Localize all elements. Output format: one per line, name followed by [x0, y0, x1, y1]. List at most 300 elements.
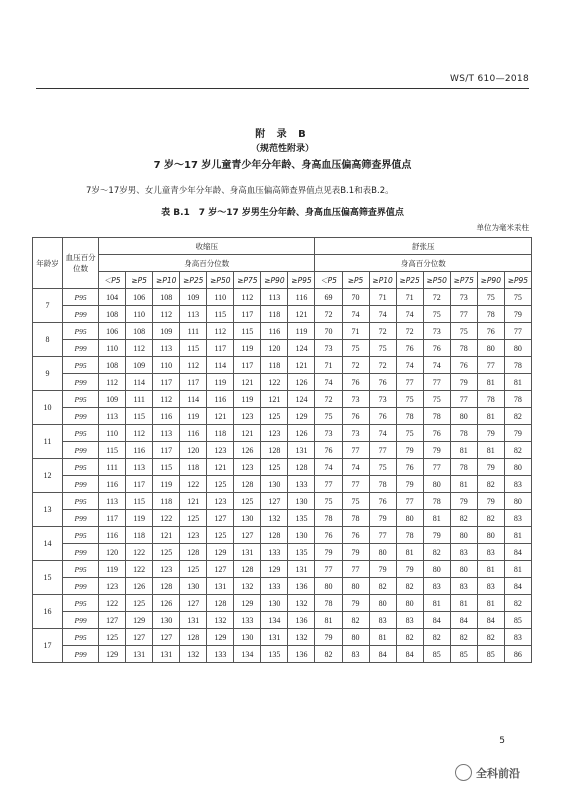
diastolic-value-cell: 78 [396, 527, 423, 544]
systolic-value-cell: 126 [126, 578, 153, 595]
systolic-value-cell: 108 [153, 289, 180, 306]
wechat-icon [455, 764, 472, 781]
systolic-value-cell: 123 [234, 408, 261, 425]
systolic-value-cell: 118 [207, 425, 234, 442]
diastolic-value-cell: 77 [423, 374, 450, 391]
systolic-value-cell: 127 [99, 612, 126, 629]
age-cell: 12 [33, 459, 63, 493]
systolic-value-cell: 112 [207, 323, 234, 340]
systolic-value-cell: 106 [99, 323, 126, 340]
diastolic-value-cell: 81 [423, 510, 450, 527]
systolic-value-cell: 112 [126, 425, 153, 442]
bp-percentile-cell: P95 [63, 289, 99, 306]
systolic-value-cell: 113 [99, 493, 126, 510]
table-row [33, 476, 532, 493]
diastolic-value-cell: 83 [504, 476, 531, 493]
diastolic-value-cell: 79 [450, 374, 477, 391]
diastolic-value-cell: 80 [396, 595, 423, 612]
diastolic-value-cell: 82 [504, 408, 531, 425]
systolic-value-cell: 130 [261, 595, 288, 612]
diastolic-value-cell: 81 [504, 561, 531, 578]
systolic-value-cell: 132 [288, 629, 315, 646]
col-bp-header: 血压百分位数 [63, 238, 99, 289]
systolic-value-cell: 109 [99, 391, 126, 408]
systolic-value-cell: 136 [288, 578, 315, 595]
diastolic-value-cell: 79 [423, 527, 450, 544]
systolic-value-cell: 119 [99, 561, 126, 578]
systolic-value-cell: 128 [288, 459, 315, 476]
age-cell: 14 [33, 527, 63, 561]
table-row [33, 374, 532, 391]
diastolic-value-cell: 81 [477, 408, 504, 425]
systolic-value-cell: 125 [261, 459, 288, 476]
diastolic-value-cell: 76 [396, 459, 423, 476]
systolic-value-cell: 117 [126, 476, 153, 493]
diastolic-value-cell: 82 [477, 510, 504, 527]
diastolic-value-cell: 81 [477, 561, 504, 578]
systolic-value-cell: 109 [180, 289, 207, 306]
systolic-value-cell: 111 [180, 323, 207, 340]
systolic-value-cell: 113 [153, 340, 180, 357]
height-col-header-sys: ≥P25 [180, 272, 207, 289]
systolic-value-cell: 123 [180, 527, 207, 544]
systolic-value-cell: 117 [99, 510, 126, 527]
systolic-value-cell: 127 [234, 527, 261, 544]
table-row [33, 527, 532, 544]
table-row [33, 629, 532, 646]
systolic-value-cell: 109 [153, 323, 180, 340]
diastolic-value-cell: 79 [477, 493, 504, 510]
diastolic-value-cell: 73 [315, 340, 342, 357]
systolic-value-cell: 131 [180, 612, 207, 629]
bp-percentile-cell: P99 [63, 374, 99, 391]
appendix-title: 附 录 B [255, 129, 310, 140]
diastolic-value-cell: 78 [504, 391, 531, 408]
systolic-value-cell: 133 [288, 476, 315, 493]
age-cell: 10 [33, 391, 63, 425]
diastolic-value-cell: 83 [450, 578, 477, 595]
systolic-value-cell: 121 [207, 459, 234, 476]
diastolic-value-cell: 71 [396, 289, 423, 306]
systolic-value-cell: 127 [207, 510, 234, 527]
diastolic-value-cell: 83 [342, 646, 369, 663]
diastolic-value-cell: 79 [477, 459, 504, 476]
diastolic-value-cell: 80 [396, 510, 423, 527]
systolic-value-cell: 136 [288, 612, 315, 629]
systolic-value-cell: 118 [180, 459, 207, 476]
bp-percentile-cell: P99 [63, 578, 99, 595]
systolic-value-cell: 122 [153, 510, 180, 527]
systolic-value-cell: 132 [288, 595, 315, 612]
systolic-value-cell: 119 [153, 476, 180, 493]
systolic-value-cell: 128 [261, 442, 288, 459]
diastolic-value-cell: 74 [369, 425, 396, 442]
diastolic-value-cell: 71 [342, 323, 369, 340]
systolic-value-cell: 125 [126, 595, 153, 612]
systolic-value-cell: 133 [234, 612, 261, 629]
bp-percentile-cell: P95 [63, 391, 99, 408]
diastolic-value-cell: 81 [423, 595, 450, 612]
systolic-value-cell: 121 [234, 425, 261, 442]
bp-percentile-cell: P99 [63, 476, 99, 493]
diastolic-value-cell: 82 [504, 442, 531, 459]
systolic-value-cell: 104 [99, 289, 126, 306]
systolic-value-cell: 128 [207, 595, 234, 612]
height-col-header-sys: ≥P5 [126, 272, 153, 289]
systolic-value-cell: 113 [153, 425, 180, 442]
diastolic-value-cell: 77 [450, 391, 477, 408]
table-caption: 表 B.1 7 岁～17 岁男生分年龄、身高血压偏高筛查界值点 [161, 208, 404, 218]
systolic-value-cell: 134 [261, 612, 288, 629]
systolic-value-cell: 133 [261, 544, 288, 561]
systolic-value-cell: 111 [99, 459, 126, 476]
diastolic-value-cell: 80 [477, 340, 504, 357]
diastolic-value-cell: 78 [477, 306, 504, 323]
systolic-value-cell: 129 [126, 612, 153, 629]
diastolic-value-cell: 74 [423, 357, 450, 374]
height-col-header-sys: ≥P95 [288, 272, 315, 289]
diastolic-value-cell: 78 [450, 459, 477, 476]
systolic-value-cell: 128 [234, 561, 261, 578]
height-col-header-sys: ≥P10 [153, 272, 180, 289]
diastolic-value-cell: 76 [450, 357, 477, 374]
diastolic-value-cell: 79 [342, 544, 369, 561]
systolic-value-cell: 127 [261, 493, 288, 510]
systolic-height-header: 身高百分位数 [99, 255, 315, 272]
diastolic-value-cell: 79 [369, 561, 396, 578]
systolic-value-cell: 118 [153, 493, 180, 510]
bp-percentile-cell: P99 [63, 646, 99, 663]
diastolic-value-cell: 76 [315, 527, 342, 544]
diastolic-value-cell: 75 [396, 425, 423, 442]
diastolic-value-cell: 70 [342, 289, 369, 306]
systolic-value-cell: 115 [126, 493, 153, 510]
diastolic-value-cell: 84 [423, 612, 450, 629]
systolic-value-cell: 119 [234, 391, 261, 408]
table-row [33, 578, 532, 595]
systolic-value-cell: 130 [180, 578, 207, 595]
table-row [33, 646, 532, 663]
systolic-value-cell: 125 [261, 408, 288, 425]
diastolic-value-cell: 77 [369, 442, 396, 459]
systolic-value-cell: 119 [180, 408, 207, 425]
bp-percentile-cell: P95 [63, 323, 99, 340]
diastolic-value-cell: 74 [396, 357, 423, 374]
systolic-value-cell: 112 [153, 306, 180, 323]
diastolic-value-cell: 80 [504, 459, 531, 476]
systolic-value-cell: 121 [153, 527, 180, 544]
systolic-value-cell: 131 [153, 646, 180, 663]
systolic-value-cell: 115 [126, 408, 153, 425]
diastolic-value-cell: 82 [315, 646, 342, 663]
systolic-value-cell: 123 [261, 425, 288, 442]
diastolic-value-cell: 75 [315, 408, 342, 425]
diastolic-value-cell: 75 [396, 391, 423, 408]
table-row [33, 561, 532, 578]
height-col-header-dia: ≥P10 [369, 272, 396, 289]
diastolic-value-cell: 77 [477, 357, 504, 374]
systolic-value-cell: 123 [207, 442, 234, 459]
diastolic-value-cell: 80 [423, 476, 450, 493]
diastolic-value-cell: 71 [369, 289, 396, 306]
systolic-value-cell: 119 [288, 323, 315, 340]
diastolic-height-header: 身高百分位数 [315, 255, 532, 272]
diastolic-value-cell: 69 [315, 289, 342, 306]
systolic-value-cell: 127 [180, 595, 207, 612]
diastolic-value-cell: 76 [369, 493, 396, 510]
bp-percentile-cell: P99 [63, 442, 99, 459]
bp-percentile-cell: P95 [63, 357, 99, 374]
diastolic-value-cell: 78 [315, 510, 342, 527]
diastolic-value-cell: 73 [342, 391, 369, 408]
systolic-value-cell: 119 [126, 510, 153, 527]
systolic-value-cell: 132 [180, 646, 207, 663]
height-col-header-dia: ≥P5 [342, 272, 369, 289]
systolic-value-cell: 115 [180, 340, 207, 357]
systolic-value-cell: 135 [288, 544, 315, 561]
systolic-value-cell: 123 [234, 459, 261, 476]
systolic-value-cell: 121 [288, 306, 315, 323]
systolic-value-cell: 114 [207, 357, 234, 374]
bp-percentile-cell: P95 [63, 561, 99, 578]
diastolic-value-cell: 82 [342, 612, 369, 629]
diastolic-value-cell: 81 [450, 476, 477, 493]
table-row [33, 289, 532, 306]
diastolic-value-cell: 82 [450, 510, 477, 527]
page-number: 5 [499, 736, 505, 746]
systolic-value-cell: 130 [153, 612, 180, 629]
diastolic-value-cell: 75 [315, 493, 342, 510]
systolic-value-cell: 123 [99, 578, 126, 595]
systolic-value-cell: 130 [261, 476, 288, 493]
diastolic-value-cell: 78 [423, 408, 450, 425]
diastolic-value-cell: 83 [450, 544, 477, 561]
systolic-value-cell: 122 [126, 561, 153, 578]
systolic-value-cell: 119 [207, 374, 234, 391]
height-col-header-dia: ≥P25 [396, 272, 423, 289]
diastolic-value-cell: 79 [396, 561, 423, 578]
systolic-value-cell: 129 [288, 408, 315, 425]
diastolic-value-cell: 74 [315, 459, 342, 476]
diastolic-value-cell: 80 [342, 629, 369, 646]
systolic-value-cell: 109 [126, 357, 153, 374]
systolic-value-cell: 116 [153, 408, 180, 425]
table-row [33, 595, 532, 612]
diastolic-value-cell: 75 [342, 493, 369, 510]
height-col-header-sys: ≥P50 [207, 272, 234, 289]
systolic-value-cell: 124 [288, 391, 315, 408]
systolic-value-cell: 129 [207, 544, 234, 561]
table-row [33, 510, 532, 527]
height-col-header-dia: ≥P90 [477, 272, 504, 289]
systolic-value-cell: 129 [99, 646, 126, 663]
systolic-value-cell: 125 [207, 527, 234, 544]
diastolic-value-cell: 84 [477, 612, 504, 629]
diastolic-value-cell: 76 [369, 408, 396, 425]
diastolic-value-cell: 78 [423, 493, 450, 510]
diastolic-value-cell: 79 [315, 629, 342, 646]
diastolic-value-cell: 79 [315, 544, 342, 561]
diastolic-value-cell: 73 [423, 323, 450, 340]
systolic-value-cell: 115 [207, 306, 234, 323]
systolic-value-cell: 126 [288, 374, 315, 391]
systolic-value-cell: 125 [207, 476, 234, 493]
table-row [33, 391, 532, 408]
systolic-value-cell: 131 [288, 442, 315, 459]
diastolic-value-cell: 80 [369, 544, 396, 561]
systolic-value-cell: 117 [153, 442, 180, 459]
systolic-value-cell: 129 [234, 595, 261, 612]
systolic-value-cell: 114 [180, 391, 207, 408]
diastolic-value-cell: 83 [396, 612, 423, 629]
systolic-value-cell: 112 [126, 340, 153, 357]
systolic-value-cell: 125 [180, 561, 207, 578]
diastolic-value-cell: 79 [342, 595, 369, 612]
systolic-value-cell: 117 [234, 357, 261, 374]
diastolic-value-cell: 82 [423, 544, 450, 561]
systolic-value-cell: 128 [180, 629, 207, 646]
diastolic-value-cell: 79 [396, 442, 423, 459]
diastolic-value-cell: 81 [450, 442, 477, 459]
systolic-value-cell: 114 [126, 374, 153, 391]
systolic-value-cell: 126 [288, 425, 315, 442]
table-row [33, 340, 532, 357]
systolic-value-cell: 116 [99, 527, 126, 544]
height-col-header-sys: ＜P5 [99, 272, 126, 289]
diastolic-value-cell: 76 [369, 374, 396, 391]
watermark [455, 764, 520, 781]
bp-percentile-cell: P95 [63, 459, 99, 476]
header-rule [36, 88, 529, 89]
diastolic-value-cell: 80 [315, 578, 342, 595]
diastolic-value-cell: 85 [423, 646, 450, 663]
systolic-value-cell: 123 [207, 493, 234, 510]
bp-percentile-cell: P99 [63, 544, 99, 561]
systolic-value-cell: 120 [99, 544, 126, 561]
systolic-value-cell: 117 [180, 374, 207, 391]
diastolic-value-cell: 72 [423, 289, 450, 306]
diastolic-value-cell: 77 [315, 561, 342, 578]
diastolic-value-cell: 82 [396, 629, 423, 646]
age-cell: 16 [33, 595, 63, 629]
table-row [33, 544, 532, 561]
diastolic-value-cell: 81 [450, 595, 477, 612]
height-col-header-dia: ＜P5 [315, 272, 342, 289]
systolic-value-cell: 117 [153, 374, 180, 391]
diastolic-value-cell: 74 [315, 374, 342, 391]
diastolic-value-cell: 79 [423, 442, 450, 459]
diastolic-value-cell: 72 [369, 323, 396, 340]
diastolic-value-cell: 75 [477, 289, 504, 306]
diastolic-value-cell: 83 [369, 612, 396, 629]
bp-percentile-cell: P95 [63, 425, 99, 442]
systolic-value-cell: 116 [126, 442, 153, 459]
diastolic-value-cell: 78 [315, 595, 342, 612]
diastolic-value-cell: 83 [423, 578, 450, 595]
watermark-text: 全科前沿 [476, 766, 520, 780]
bp-threshold-table [32, 237, 532, 663]
diastolic-value-cell: 73 [315, 425, 342, 442]
diastolic-value-cell: 83 [504, 510, 531, 527]
diastolic-value-cell: 75 [369, 459, 396, 476]
diastolic-value-cell: 82 [450, 629, 477, 646]
diastolic-value-cell: 80 [450, 527, 477, 544]
systolic-value-cell: 130 [288, 527, 315, 544]
systolic-value-cell: 121 [180, 493, 207, 510]
systolic-value-cell: 121 [207, 408, 234, 425]
appendix-nature: （规范性附录） [250, 144, 314, 154]
systolic-value-cell: 131 [207, 578, 234, 595]
systolic-value-cell: 110 [99, 425, 126, 442]
height-col-header-sys: ≥P75 [234, 272, 261, 289]
diastolic-value-cell: 76 [315, 442, 342, 459]
diastolic-value-cell: 81 [504, 374, 531, 391]
systolic-value-cell: 132 [261, 510, 288, 527]
diastolic-value-cell: 76 [423, 340, 450, 357]
diastolic-value-cell: 77 [342, 561, 369, 578]
systolic-value-cell: 118 [261, 357, 288, 374]
age-cell: 9 [33, 357, 63, 391]
table-row [33, 323, 532, 340]
diastolic-value-cell: 77 [315, 476, 342, 493]
diastolic-value-cell: 83 [477, 578, 504, 595]
diastolic-value-cell: 75 [342, 340, 369, 357]
systolic-group-header: 收缩压 [99, 238, 315, 255]
systolic-value-cell: 113 [99, 408, 126, 425]
age-cell: 11 [33, 425, 63, 459]
diastolic-value-cell: 85 [477, 646, 504, 663]
systolic-value-cell: 113 [180, 306, 207, 323]
systolic-value-cell: 128 [261, 527, 288, 544]
systolic-value-cell: 116 [288, 289, 315, 306]
systolic-value-cell: 135 [261, 646, 288, 663]
systolic-value-cell: 118 [126, 527, 153, 544]
diastolic-value-cell: 80 [504, 340, 531, 357]
diastolic-value-cell: 77 [504, 323, 531, 340]
age-cell: 15 [33, 561, 63, 595]
systolic-value-cell: 126 [153, 595, 180, 612]
bp-percentile-cell: P99 [63, 408, 99, 425]
table-row [33, 306, 532, 323]
diastolic-value-cell: 72 [369, 357, 396, 374]
diastolic-value-cell: 79 [369, 510, 396, 527]
diastolic-value-cell: 79 [504, 425, 531, 442]
diastolic-value-cell: 74 [369, 306, 396, 323]
intro-paragraph: 7岁～17岁男、女儿童青少年分年龄、身高血压偏高筛查界值点见表B.1和表B.2。 [86, 186, 394, 196]
diastolic-value-cell: 79 [396, 476, 423, 493]
diastolic-value-cell: 75 [423, 391, 450, 408]
diastolic-value-cell: 78 [504, 357, 531, 374]
systolic-value-cell: 108 [126, 323, 153, 340]
diastolic-value-cell: 75 [423, 306, 450, 323]
diastolic-value-cell: 77 [396, 493, 423, 510]
diastolic-value-cell: 83 [477, 544, 504, 561]
systolic-value-cell: 116 [180, 425, 207, 442]
systolic-value-cell: 110 [99, 340, 126, 357]
systolic-value-cell: 124 [288, 340, 315, 357]
diastolic-value-cell: 82 [504, 595, 531, 612]
diastolic-value-cell: 75 [504, 289, 531, 306]
bp-percentile-cell: P95 [63, 493, 99, 510]
systolic-value-cell: 131 [288, 561, 315, 578]
systolic-value-cell: 113 [126, 459, 153, 476]
bp-percentile-cell: P99 [63, 510, 99, 527]
diastolic-value-cell: 76 [423, 425, 450, 442]
systolic-value-cell: 120 [180, 442, 207, 459]
diastolic-value-cell: 84 [369, 646, 396, 663]
diastolic-value-cell: 75 [369, 340, 396, 357]
table-row [33, 408, 532, 425]
